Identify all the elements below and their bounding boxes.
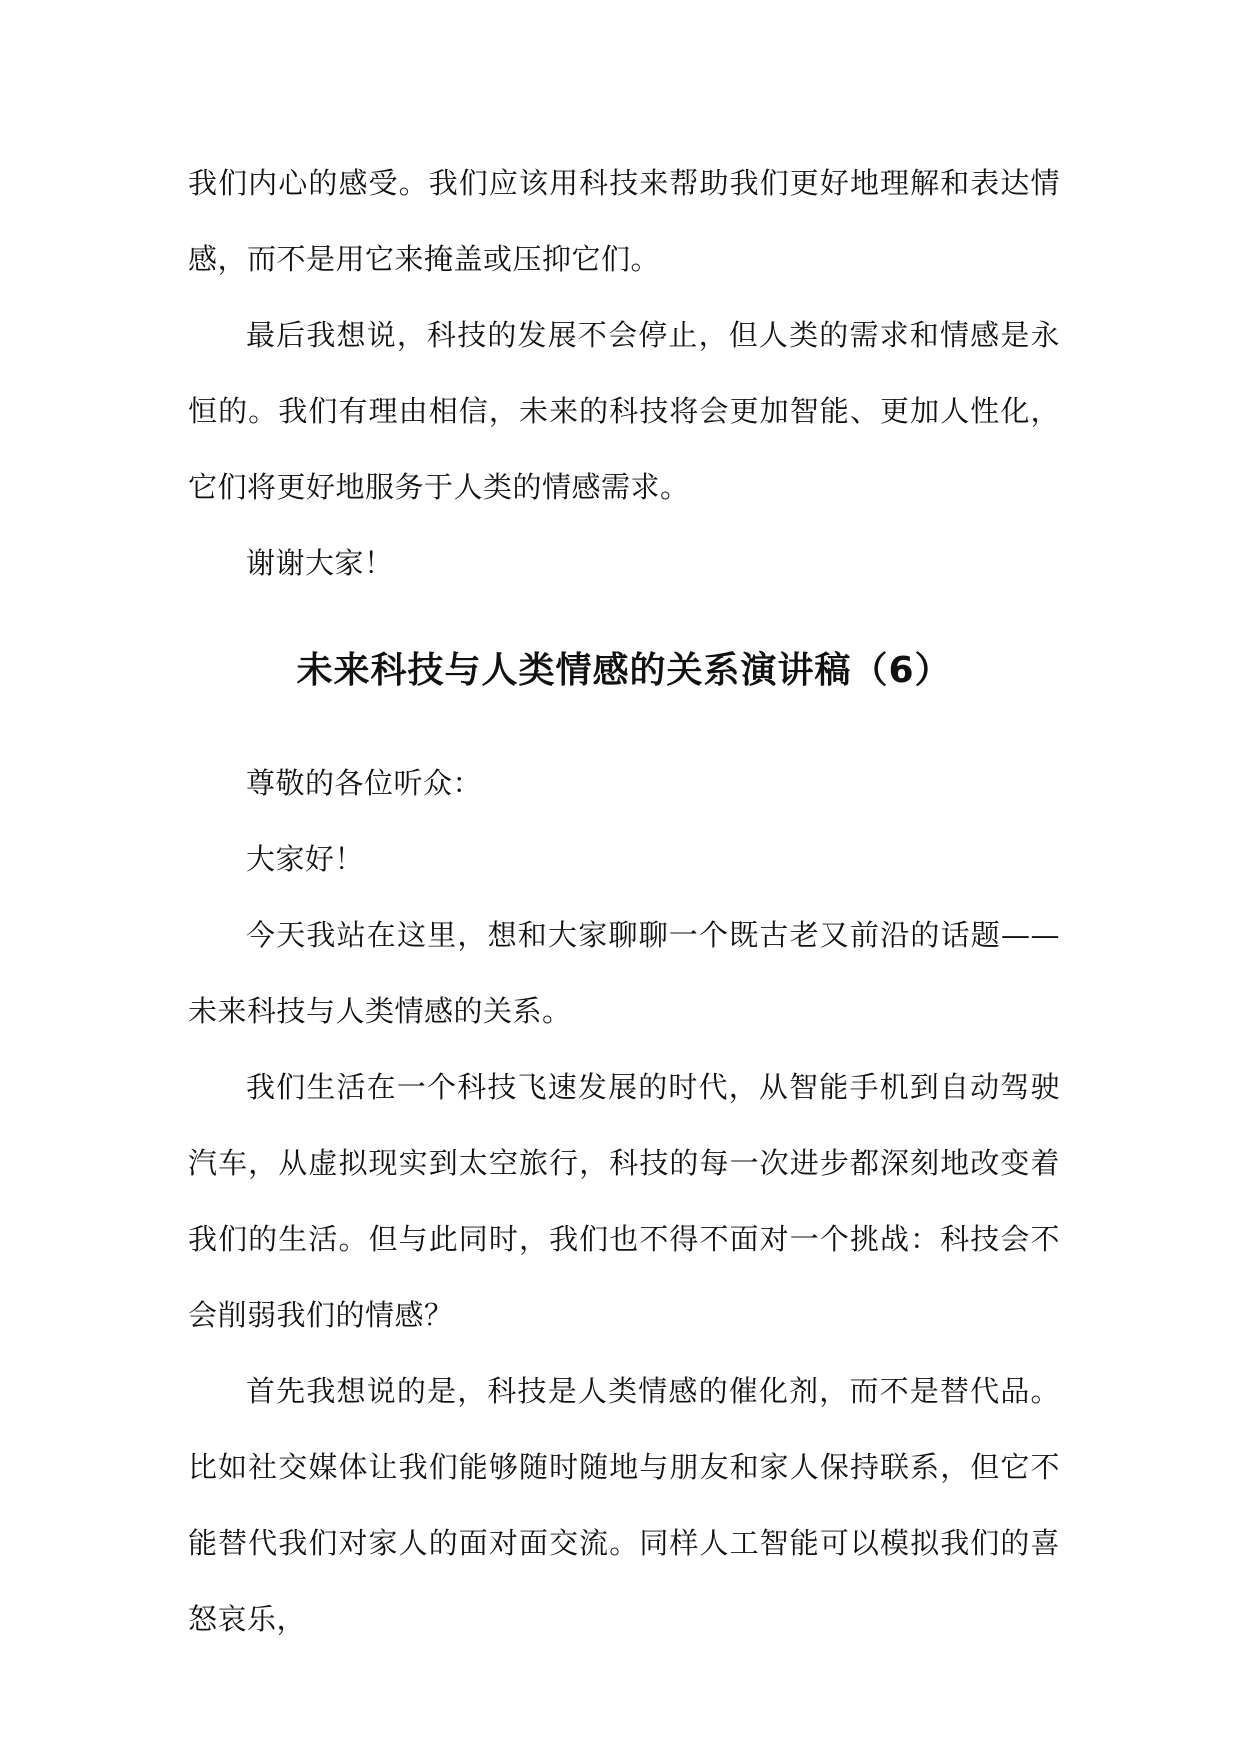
paragraphs-after-title xyxy=(188,745,1060,1657)
paragraph: 我们内心的感受。我们应该用科技来帮助我们更好地理解和表达情感，而不是用它来掩盖或压抑它们。 xyxy=(188,166,1060,276)
paragraph: 我们生活在一个科技飞速发展的时代，从智能手机到自动驾驶汽车，从虚拟现实到太空旅行，科技的每一次进步都深刻地改变着我们的生活。但与此同时，我们也不得不面对一个挑战：科技会不会削弱我们的情感？ xyxy=(188,1070,1060,1332)
paragraphs-before-title xyxy=(188,145,1060,601)
paragraph: 大家好！ xyxy=(246,842,365,876)
section-title: 未来科技与人类情感的关系演讲稿（6） xyxy=(296,650,952,691)
document-body xyxy=(188,145,1060,1657)
paragraph: 首先我想说的是，科技是人类情感的催化剂，而不是替代品。比如社交媒体让我们能够随时随地与朋友和家人保持联系，但它不能替代我们对家人的面对面交流。同样人工智能可以模拟我们的喜怒哀乐， xyxy=(188,1374,1060,1636)
paragraph: 最后我想说，科技的发展不会停止，但人类的需求和情感是永恒的。我们有理由相信，未来的科技将会更加智能、更加人性化，它们将更好地服务于人类的情感需求。 xyxy=(188,318,1060,504)
paragraph: 谢谢大家！ xyxy=(246,546,394,580)
paragraph: 尊敬的各位听众： xyxy=(246,766,483,800)
paragraph: 今天我站在这里，想和大家聊聊一个既古老又前沿的话题——未来科技与人类情感的关系。 xyxy=(188,918,1060,1028)
